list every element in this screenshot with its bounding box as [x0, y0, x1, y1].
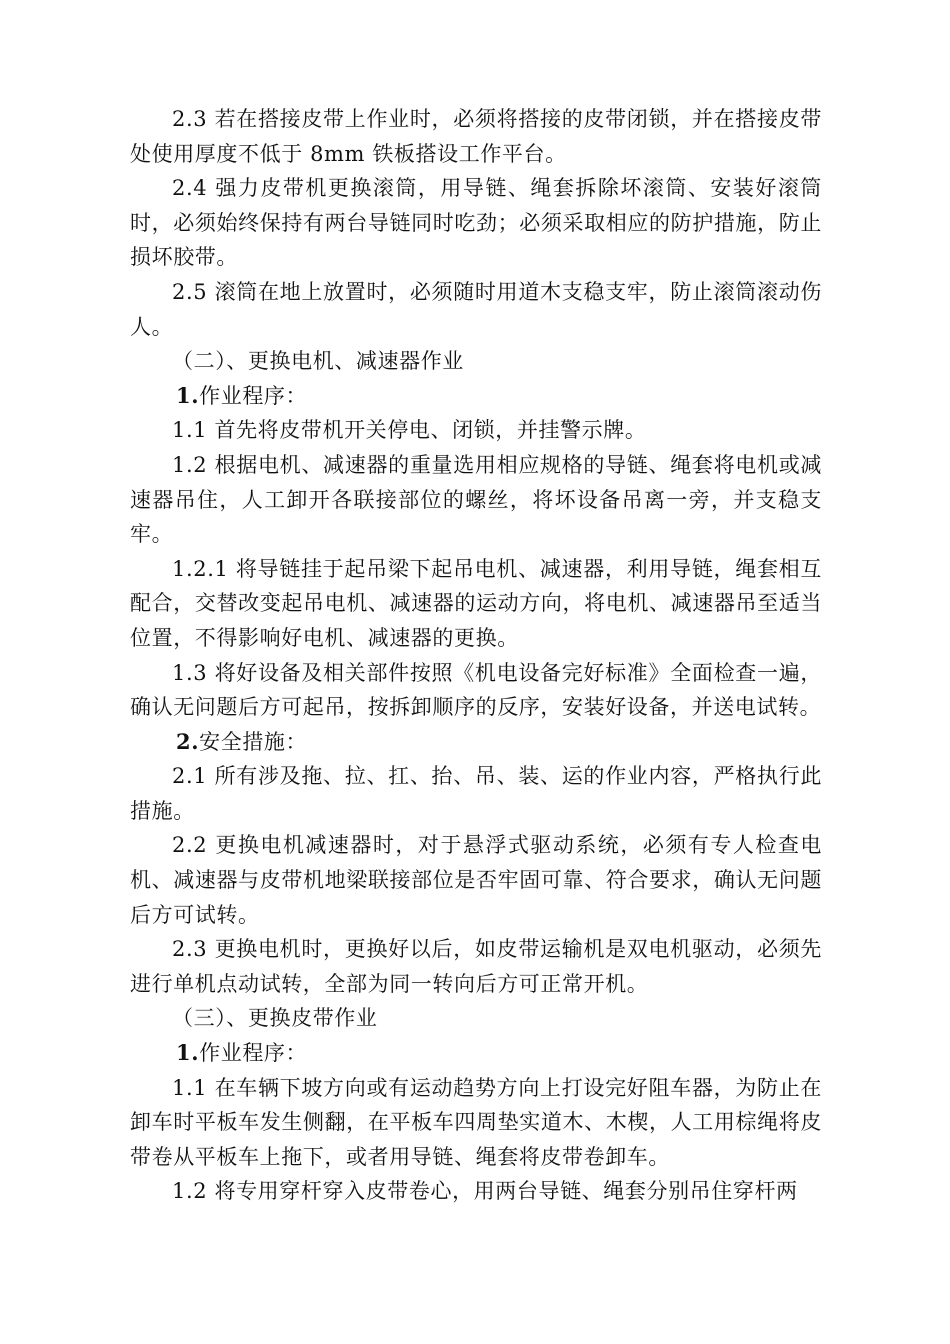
subheading-safety	[130, 725, 822, 760]
subheading-number: 1.	[176, 382, 200, 408]
paragraph-2-3: 2.3 若在搭接皮带上作业时，必须将搭接的皮带闭锁，并在搭接皮带处使用厚度不低于 8mm 铁板搭设工作平台。	[130, 107, 822, 166]
paragraph-1-2: 1.2 根据电机、减速器的重量选用相应规格的导链、绳套将电机或减速器吊住，人工卸开各联接部位的螺丝，将坏设备吊离一旁，并支稳支牢。	[130, 452, 822, 547]
paragraph-1-1-belt: 1.1 在车辆下坡方向或有运动趋势方向上打设完好阻车器，为防止在卸车时平板车发生侧翻，在平板车四周垫实道木、木楔，人工用棕绳将皮带卷从平板车上拖下，或者用导链、绳套将皮带卷卸车。	[130, 1075, 822, 1169]
section-heading-3: （三）、更换皮带作业	[172, 1006, 378, 1031]
paragraph-1-2-1: 1.2.1 将导链挂于起吊梁下起吊电机、减速器，利用导链，绳套相互配合，交替改变起吊电机、减速器的运动方向，将电机、减速器吊至适当位置，不得影响好电机、减速器的更换。	[130, 556, 822, 650]
document-body	[130, 102, 822, 1209]
subheading-text: 安全措施：	[199, 729, 308, 754]
paragraph-2-2: 2.2 更换电机减速器时，对于悬浮式驱动系统，必须有专人检查电机、减速器与皮带机地梁联接部位是否牢固可靠、符合要求，确认无问题后方可试转。	[130, 833, 822, 927]
subheading-procedure	[130, 1036, 822, 1071]
paragraph-2-3-motor: 2.3 更换电机时，更换好以后，如皮带运输机是双电机驱动，必须先进行单机点动试转，全部为同一转向后方可正常开机。	[130, 937, 822, 996]
section-heading-2: （二）、更换电机、减速器作业	[172, 349, 464, 374]
subheading-number: 1.	[176, 1040, 200, 1066]
subheading-text: 作业程序：	[199, 383, 308, 408]
subheading-text: 作业程序：	[199, 1041, 308, 1066]
subheading-procedure	[130, 379, 822, 414]
subheading-number: 2.	[176, 728, 200, 754]
paragraph-2-4: 2.4 强力皮带机更换滚筒，用导链、绳套拆除坏滚筒、安装好滚筒时，必须始终保持有两台导链同时吃劲；必须采取相应的防护措施，防止损坏胶带。	[130, 176, 822, 270]
paragraph-2-1: 2.1 所有涉及拖、拉、扛、抬、吊、装、运的作业内容，严格执行此措施。	[130, 764, 822, 823]
paragraph-1-2-belt: 1.2 将专用穿杆穿入皮带卷心，用两台导链、绳套分别吊住穿杆两	[172, 1179, 798, 1204]
paragraph-1-3: 1.3 将好设备及相关部件按照《机电设备完好标准》全面检查一遍，确认无问题后方可起吊，按拆卸顺序的反序，安装好设备，并送电试转。	[130, 660, 822, 720]
paragraph-2-5: 2.5 滚筒在地上放置时，必须随时用道木支稳支牢，防止滚筒滚动伤人。	[130, 279, 822, 339]
paragraph-1-1: 1.1 首先将皮带机开关停电、闭锁，并挂警示牌。	[172, 418, 647, 443]
